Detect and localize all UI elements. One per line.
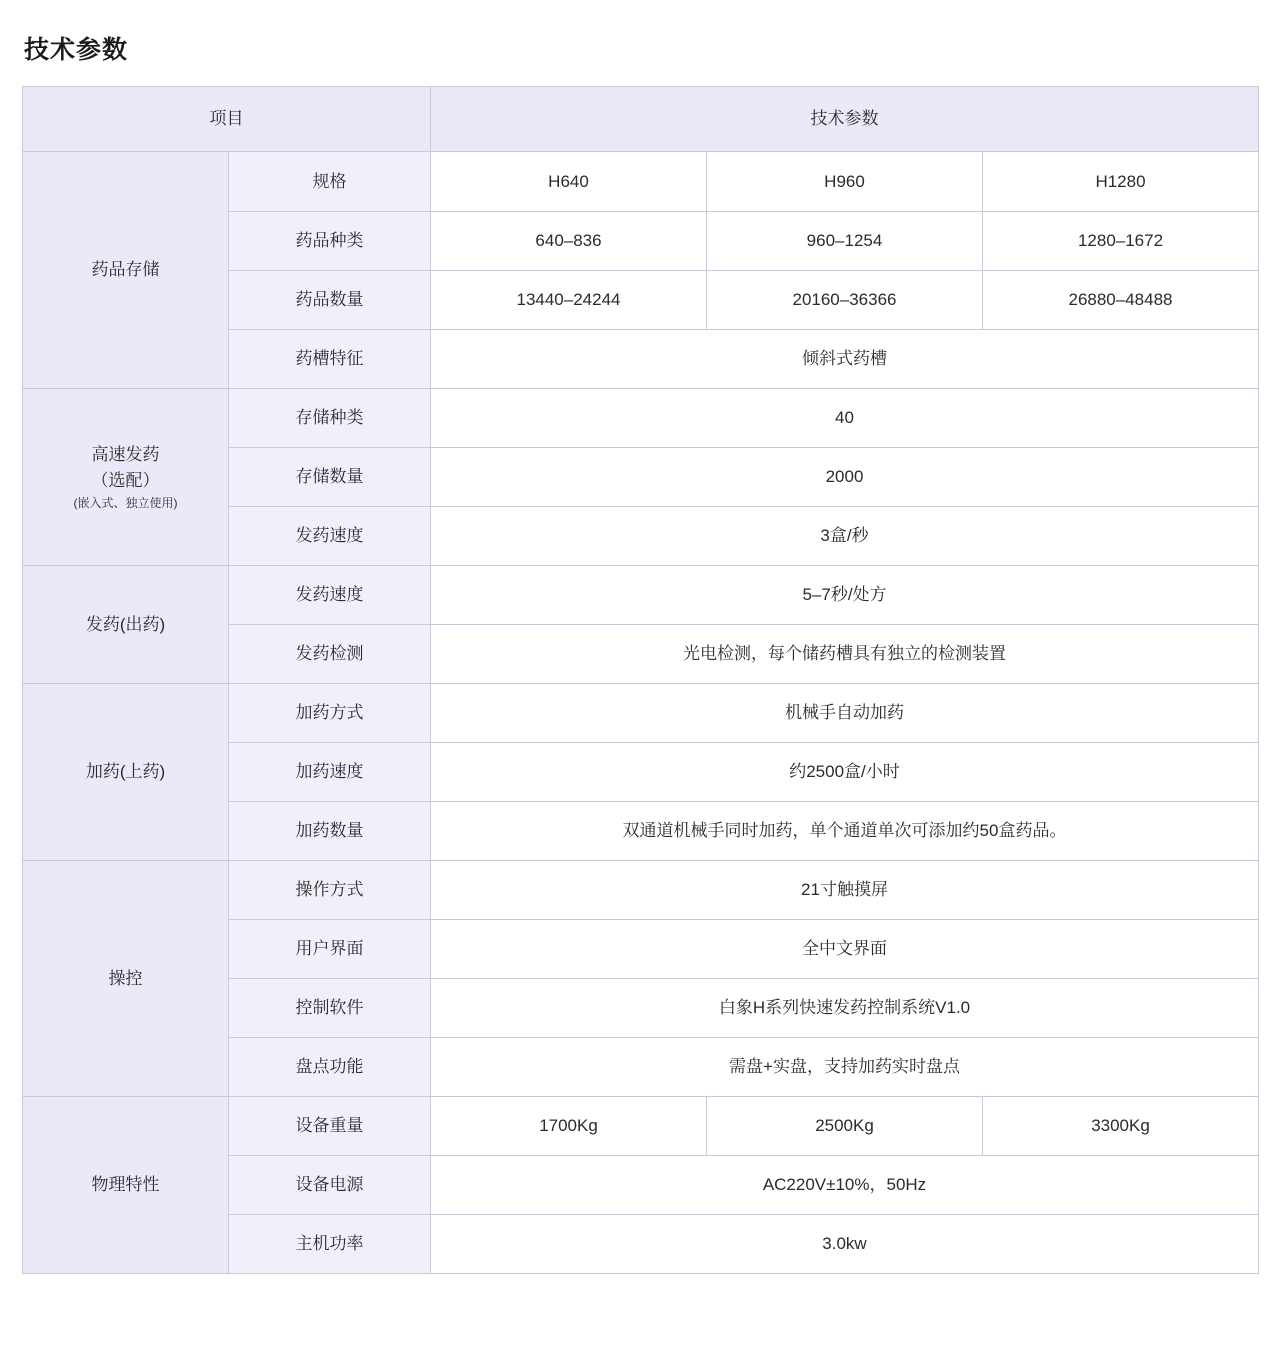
- sub-label: 发药速度: [229, 507, 431, 566]
- value-cell: AC220V±10%，50Hz: [431, 1156, 1259, 1215]
- group-label-loading: 加药(上药): [23, 684, 229, 861]
- value-cell: H960: [707, 152, 983, 212]
- sub-label: 用户界面: [229, 920, 431, 979]
- sub-label: 加药方式: [229, 684, 431, 743]
- value-cell: 双通道机械手同时加药，单个通道单次可添加约50盒药品。: [431, 802, 1259, 861]
- value-cell: 3盒/秒: [431, 507, 1259, 566]
- value-cell: 40: [431, 389, 1259, 448]
- value-cell: 5–7秒/处方: [431, 566, 1259, 625]
- group-label-option: （选配）: [91, 471, 160, 490]
- group-label-control: 操控: [23, 861, 229, 1097]
- value-cell: 640–836: [431, 212, 707, 271]
- sub-label: 主机功率: [229, 1215, 431, 1274]
- sub-label: 规格: [229, 152, 431, 212]
- technical-spec-table: [22, 86, 1259, 1274]
- value-cell: 13440–24244: [431, 271, 707, 330]
- value-cell: 倾斜式药槽: [431, 330, 1259, 389]
- value-cell: 需盘+实盘，支持加药实时盘点: [431, 1038, 1259, 1097]
- value-cell: 3300Kg: [983, 1097, 1259, 1156]
- value-cell: 21寸触摸屏: [431, 861, 1259, 920]
- sub-label: 存储种类: [229, 389, 431, 448]
- page-title: 技术参数: [24, 36, 129, 64]
- value-cell: 全中文界面: [431, 920, 1259, 979]
- value-cell: 白象H系列快速发药控制系统V1.0: [431, 979, 1259, 1038]
- value-cell: 机械手自动加药: [431, 684, 1259, 743]
- sub-label: 设备电源: [229, 1156, 431, 1215]
- group-label-dispensing: 发药(出药): [23, 566, 229, 684]
- value-cell: 2500Kg: [707, 1097, 983, 1156]
- sub-label: 操作方式: [229, 861, 431, 920]
- sub-label: 药槽特征: [229, 330, 431, 389]
- sub-label: 发药检测: [229, 625, 431, 684]
- table-row: [23, 684, 1259, 743]
- table-row: [23, 1097, 1259, 1156]
- header-cell-spec: 技术参数: [431, 87, 1259, 152]
- value-cell: 2000: [431, 448, 1259, 507]
- table-row: [23, 389, 1259, 448]
- sub-label: 控制软件: [229, 979, 431, 1038]
- table-row: [23, 152, 1259, 212]
- value-cell: 1700Kg: [431, 1097, 707, 1156]
- sub-label: 药品数量: [229, 271, 431, 330]
- sub-label: 发药速度: [229, 566, 431, 625]
- table-row: [23, 861, 1259, 920]
- value-cell: 20160–36366: [707, 271, 983, 330]
- value-cell: 约2500盒/小时: [431, 743, 1259, 802]
- value-cell: H640: [431, 152, 707, 212]
- sub-label: 加药数量: [229, 802, 431, 861]
- sub-label: 加药速度: [229, 743, 431, 802]
- group-label-physical: 物理特性: [23, 1097, 229, 1274]
- sub-label: 药品种类: [229, 212, 431, 271]
- table-header-row: [23, 87, 1259, 152]
- group-label-main: 高速发药: [91, 444, 160, 464]
- value-cell: 3.0kw: [431, 1215, 1259, 1274]
- value-cell: 960–1254: [707, 212, 983, 271]
- table-row: [23, 566, 1259, 625]
- group-label-storage: 药品存储: [23, 152, 229, 389]
- group-label-highspeed: [23, 389, 229, 566]
- sub-label: 存储数量: [229, 448, 431, 507]
- value-cell: 光电检测，每个储药槽具有独立的检测装置: [431, 625, 1259, 684]
- sub-label: 盘点功能: [229, 1038, 431, 1097]
- header-cell-item: 项目: [23, 87, 431, 152]
- group-label-note: (嵌入式、独立使用): [73, 496, 178, 511]
- value-cell: 26880–48488: [983, 271, 1259, 330]
- value-cell: H1280: [983, 152, 1259, 212]
- value-cell: 1280–1672: [983, 212, 1259, 271]
- sub-label: 设备重量: [229, 1097, 431, 1156]
